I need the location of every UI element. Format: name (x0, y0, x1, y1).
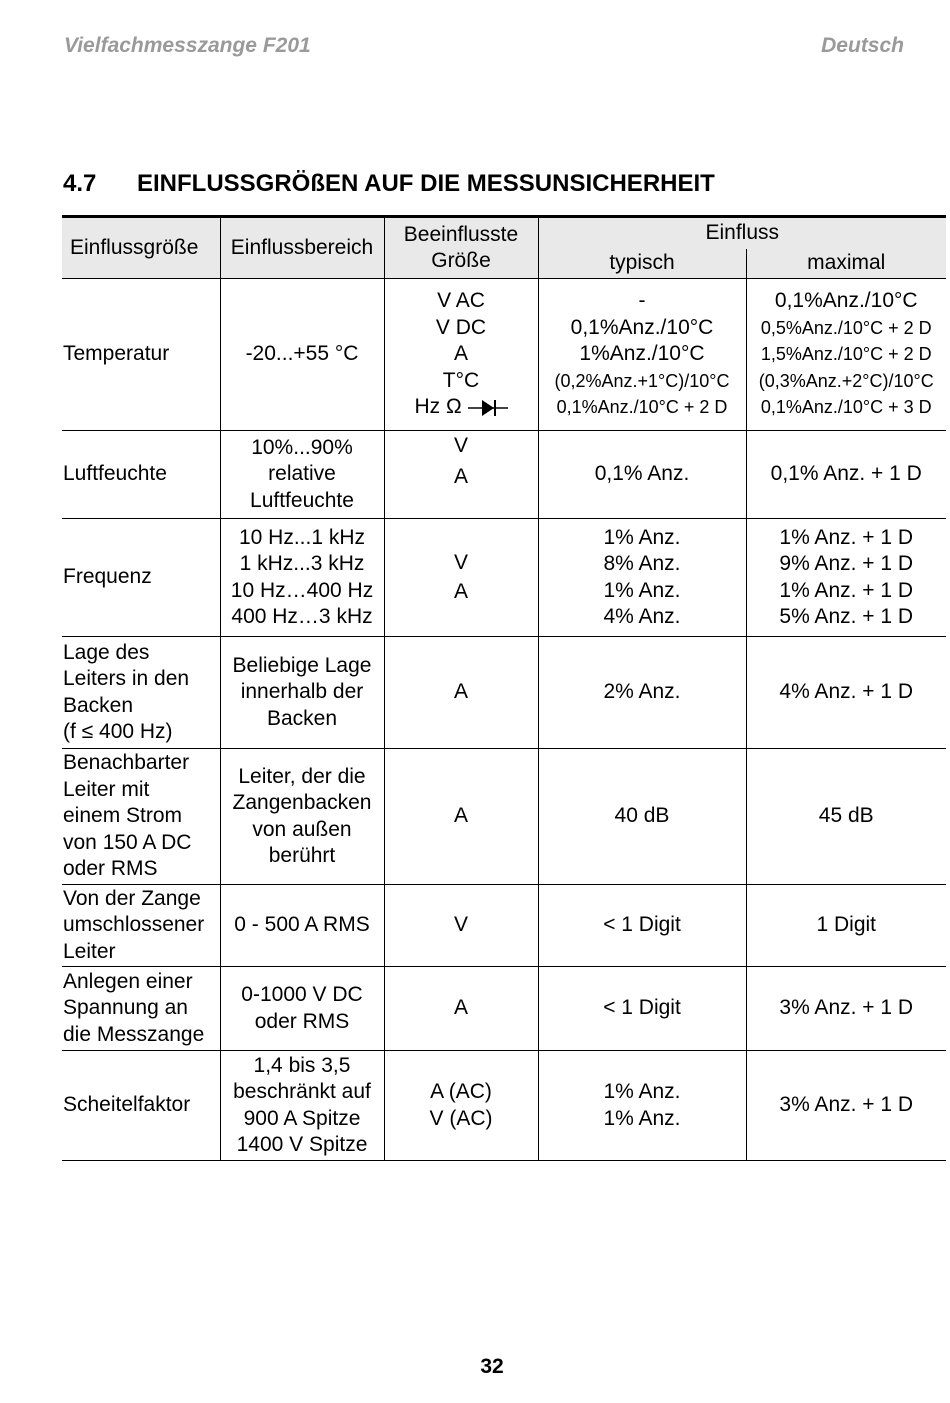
cell-factor: Temperatur (62, 279, 220, 431)
cell-maximal: 3% Anz. + 1 D (746, 1051, 946, 1161)
cell-quantity: V AC V DC A T°C Hz Ω (384, 279, 538, 431)
cell-maximal: 0,1%Anz./10°C 0,5%Anz./10°C + 2 D 1,5%Anz./10°C + 2 D (0,3%Anz.+2°C)/10°C 0,1%Anz./10°C + 3 D (746, 279, 946, 431)
page-number: 32 (480, 1355, 504, 1378)
cell-factor: Frequenz (62, 519, 220, 637)
table-row (62, 749, 946, 885)
header-influence-group: Einfluss (538, 217, 946, 249)
cell-range: 10%...90% relative Luftfeuchte (220, 431, 384, 519)
cell-range: 10 Hz...1 kHz 1 kHz...3 kHz 10 Hz…400 Hz 400 Hz…3 kHz (220, 519, 384, 637)
cell-range: -20...+55 °C (220, 279, 384, 431)
cell-maximal: 0,1% Anz. + 1 D (746, 431, 946, 519)
cell-quantity: V (384, 885, 538, 967)
header-maximal: maximal (746, 249, 946, 279)
cell-typical: 1% Anz. 8% Anz. 1% Anz. 4% Anz. (538, 519, 746, 637)
cell-maximal: 1% Anz. + 1 D 9% Anz. + 1 D 1% Anz. + 1 D 5% Anz. + 1 D (746, 519, 946, 637)
cell-maximal: 4% Anz. + 1 D (746, 637, 946, 749)
cell-range: 0-1000 V DC oder RMS (220, 967, 384, 1051)
cell-quantity: A (384, 967, 538, 1051)
cell-factor: Anlegen einer Spannung an die Messzange (62, 967, 220, 1051)
table-row (62, 279, 946, 431)
section-title-text: EINFLUSSGRÖßEN AUF DIE MESSUNSICHERHEIT (137, 170, 715, 197)
diode-icon (468, 398, 508, 418)
cell-range: Leiter, der die Zangenbacken von außen berührt (220, 749, 384, 885)
header-influence-range: Einflussbereich (220, 217, 384, 279)
cell-factor: Von der Zange umschlossener Leiter (62, 885, 220, 967)
cell-typical: 1% Anz. 1% Anz. (538, 1051, 746, 1161)
header-affected-quantity-line2: Größe (431, 249, 491, 272)
table-row (62, 885, 946, 967)
cell-quantity: V A (384, 519, 538, 637)
cell-range: Beliebige Lage innerhalb der Backen (220, 637, 384, 749)
cell-maximal: 45 dB (746, 749, 946, 885)
table-row (62, 967, 946, 1051)
header-affected-quantity-line1: Beeinflusste (403, 222, 519, 246)
header-affected-quantity (384, 217, 538, 279)
cell-typical: 2% Anz. (538, 637, 746, 749)
cell-factor: Lage des Leiters in den Backen (f ≤ 400 Hz) (62, 637, 220, 749)
cell-quantity: V A (384, 431, 538, 519)
cell-typical: < 1 Digit (538, 967, 746, 1051)
cell-range: 1,4 bis 3,5 beschränkt auf 900 A Spitze 1400 V Spitze (220, 1051, 384, 1161)
header-typical: typisch (538, 249, 746, 279)
cell-quantity: A (384, 637, 538, 749)
table-row (62, 519, 946, 637)
cell-quantity: A (384, 749, 538, 885)
cell-typical: 0,1% Anz. (538, 431, 746, 519)
section-heading (63, 170, 715, 198)
cell-maximal: 1 Digit (746, 885, 946, 967)
cell-typical: 40 dB (538, 749, 746, 885)
section-number: 4.7 (63, 170, 97, 197)
table-row (62, 637, 946, 749)
cell-maximal: 3% Anz. + 1 D (746, 967, 946, 1051)
cell-factor: Scheitelfaktor (62, 1051, 220, 1161)
cell-typical: < 1 Digit (538, 885, 746, 967)
cell-factor: Benachbarter Leiter mit einem Strom von 150 A DC oder RMS (62, 749, 220, 885)
cell-quantity: A (AC) V (AC) (384, 1051, 538, 1161)
header-influence-factor: Einflussgröße (62, 217, 220, 279)
influence-table (62, 215, 946, 1161)
running-header-title: Vielfachmesszange F201 (64, 34, 311, 57)
cell-range: 0 - 500 A RMS (220, 885, 384, 967)
table-row (62, 431, 946, 519)
cell-factor: Luftfeuchte (62, 431, 220, 519)
cell-typical: - 0,1%Anz./10°C 1%Anz./10°C (0,2%Anz.+1°C)/10°C 0,1%Anz./10°C + 2 D (538, 279, 746, 431)
running-header-language: Deutsch (821, 34, 904, 57)
table-row (62, 1051, 946, 1161)
